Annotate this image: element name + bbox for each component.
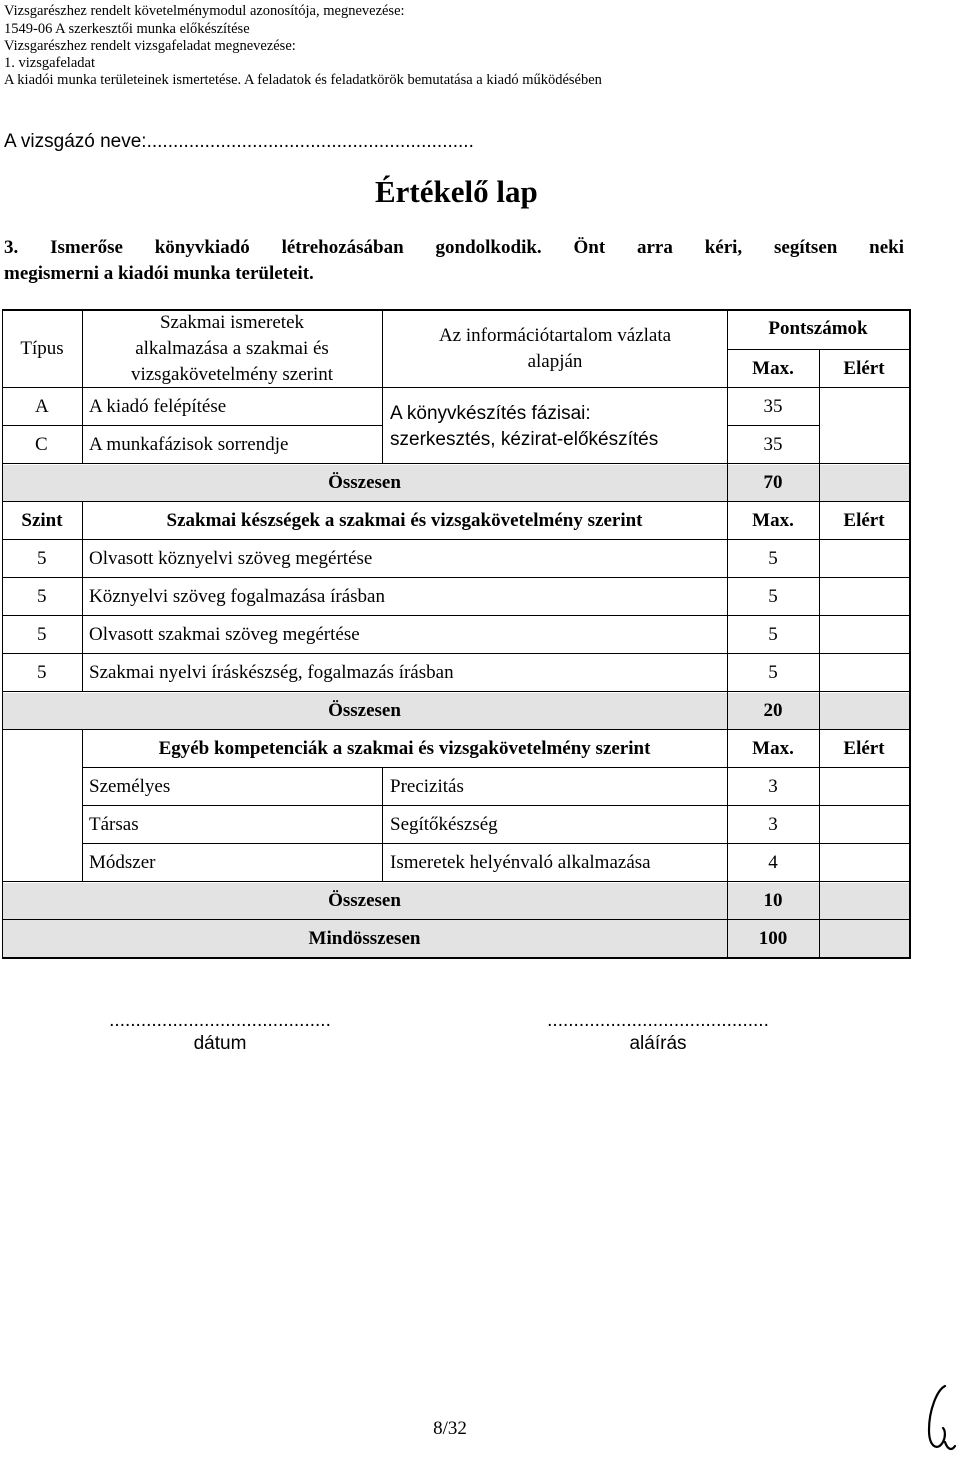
header-module-id: 1549-06 A szerkesztői munka előkészítése [4, 21, 250, 37]
col-level-header: Szint [21, 510, 63, 531]
row-label: Precizitás [390, 776, 464, 797]
col-max-header: Max. [752, 358, 794, 379]
col-achieved-header: Elért [843, 510, 885, 531]
date-label: dátum [193, 1033, 247, 1054]
section2-total-label: Összesen [328, 700, 401, 721]
row-max: 3 [768, 814, 778, 835]
row-category: Társas [89, 814, 139, 835]
header-task-label: Vizsgarészhez rendelt vizsgafeladat megnevezése: [4, 38, 296, 54]
signature-field[interactable]: .......................................... [547, 1010, 769, 1031]
row-label: Olvasott köznyelvi szöveg megértése [89, 548, 373, 569]
row-label: Olvasott szakmai szöveg megértése [89, 624, 360, 645]
col-competence-header: Egyéb kompetenciák a szakmai és vizsgakövetelmény szerint [158, 738, 651, 759]
section1-total-value: 70 [763, 472, 783, 493]
page-title: Értékelő lap [375, 174, 538, 209]
row-type: C [35, 434, 48, 455]
section3-total-value: 10 [763, 890, 783, 911]
row-label: A kiadó felépítése [89, 396, 227, 417]
col-knowledge-header-1: Szakmai ismeretek [159, 312, 305, 333]
col-skills-header: Szakmai készségek a szakmai és vizsgakövetelmény szerint [166, 510, 643, 531]
col-achieved-header: Elért [843, 738, 885, 759]
row-category: Személyes [89, 776, 171, 797]
row-max: 35 [763, 434, 783, 455]
row-label: Segítőkészség [390, 814, 498, 835]
page-number: 8/32 [433, 1418, 467, 1439]
info-content-2: szerkesztés, kézirat-előkészítés [390, 429, 659, 450]
header-task-number: 1. vizsgafeladat [4, 55, 95, 71]
row-level: 5 [37, 662, 47, 683]
row-max: 35 [763, 396, 783, 417]
row-category: Módszer [89, 852, 156, 873]
header-module-label: Vizsgarészhez rendelt követelménymodul azonosítója, megnevezése: [4, 3, 405, 19]
row-max: 5 [768, 624, 778, 645]
date-field[interactable]: .......................................... [109, 1010, 331, 1031]
task-description [4, 235, 904, 287]
col-max-header: Max. [752, 738, 794, 759]
row-level: 5 [37, 548, 47, 569]
row-max: 5 [768, 662, 778, 683]
info-content-1: A könyvkészítés fázisai: [390, 403, 591, 424]
row-label: A munkafázisok sorrendje [89, 434, 289, 455]
row-type: A [35, 396, 49, 417]
row-max: 5 [768, 586, 778, 607]
section2-total-value: 20 [763, 700, 783, 721]
col-info-header-1: Az információtartalom vázlata [438, 325, 672, 346]
col-knowledge-header-2: alkalmazása a szakmai és [135, 338, 329, 359]
row-label: Szakmai nyelvi íráskészség, fogalmazás írásban [89, 662, 454, 683]
handwritten-initial-mark [915, 1380, 960, 1460]
row-max: 5 [768, 548, 778, 569]
section1-total-label: Összesen [328, 472, 401, 493]
examinee-name-field[interactable]: A vizsgázó neve:.............................................................. [4, 131, 474, 152]
grand-total-label: Mindösszesen [308, 928, 421, 949]
row-level: 5 [37, 624, 47, 645]
row-label: Ismeretek helyénvaló alkalmazása [390, 852, 651, 873]
task-line-1: 3. Ismerőse könyvkiadó létrehozásában gondolkodik. Önt arra kéri, segítsen neki [4, 237, 904, 258]
col-info-header-2: alapján [527, 351, 583, 372]
row-max: 4 [768, 852, 778, 873]
task-line-2: megismerni a kiadói munka területeit. [4, 263, 314, 284]
row-max: 3 [768, 776, 778, 797]
section3-total-label: Összesen [328, 890, 401, 911]
col-type-header: Típus [20, 338, 64, 359]
row-level: 5 [37, 586, 47, 607]
col-points-header: Pontszámok [768, 318, 868, 339]
row-label: Köznyelvi szöveg fogalmazása írásban [89, 586, 385, 607]
grand-total-value: 100 [758, 928, 788, 949]
col-knowledge-header-3: vizsgakövetelmény szerint [130, 364, 334, 385]
col-max-header: Max. [752, 510, 794, 531]
col-achieved-header: Elért [843, 358, 885, 379]
header-task-title: A kiadói munka területeinek ismertetése. A feladatok és feladatkörök bemutatása a kiadó működésében [4, 72, 602, 88]
signature-label: aláírás [629, 1033, 687, 1054]
